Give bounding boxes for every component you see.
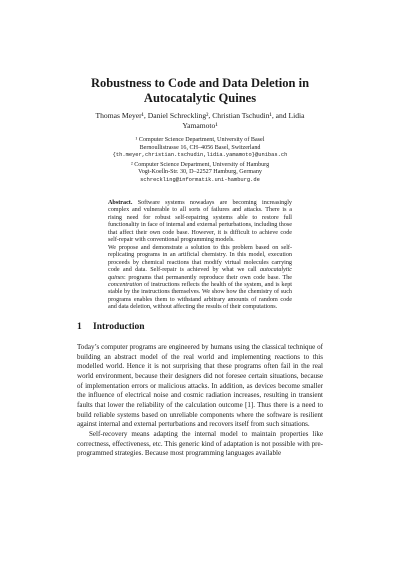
abstract: [108, 200, 292, 312]
emphasis-concentration: concentration: [108, 281, 143, 288]
affiliation-2-line-1: ² Computer Science Department, University of Hamburg: [130, 161, 270, 168]
abstract-paragraph-1: Abstract. Software systems nowadays are becoming increasingly complex and vulnerable to all sorts of failures and attacks. There is a rising need for robust self-repairing systems able to restore full functionality in face of internal and external perturbations, including those that affect their own code base. However, it is difficult to achieve code self-repair with conventional programming models.: [108, 200, 292, 244]
affiliation-1-line-1: ¹ Computer Science Department, University of Basel: [135, 137, 265, 143]
section-title: Introduction: [93, 322, 145, 332]
affiliation-1-line-2: Bernoullistrasse 16, CH–4056 Basel, Switzerland: [139, 144, 261, 151]
introduction-body: [77, 343, 323, 459]
abstract-label: Abstract.: [108, 200, 133, 206]
affiliation-2-line-2: Vogt-Koelln-Str. 30, D–22527 Hamburg, Germany: [138, 169, 262, 176]
affiliations: [85, 137, 315, 185]
emphasis-autocatalytic-quines: autocatalytic quines: [108, 267, 292, 281]
affiliation-1-email: {th.meyer,christian.tschudin,lidia.yamamoto}@unibas.ch: [112, 152, 288, 159]
paper-title: Robustness to Code and Data Deletion in Autocatalytic Quines: [90, 76, 310, 105]
section-heading: [77, 321, 323, 333]
abstract-paragraph-2: We propose and demonstrate a solution to this problem based on self-replicating programs in an artificial chemistry. In this model, execution proceeds by chemical reactions that modify virtual molecules carrying code and data. Self-repair is achieved by what we call autocatalytic quines: programs that permanently reproduce their own code base. The concentration of instructions reflects the health of the system, and is kept stable by the instructions themselves. We show how the chemistry of such programs enables them to withstand arbitrary amounts of random code and data deletion, without affecting the results of their computations.: [108, 244, 292, 311]
author-list: Thomas Meyer¹, Daniel Schreckling², Christian Tschudin¹, and Lidia Yamamoto¹: [95, 111, 305, 130]
intro-paragraph-2: Self-recovery means adapting the internal model to maintain properties like correctness, effectiveness, etc. This generic kind of adaptation is not possible with pre-programmed strategies. Because most programming languages available: [77, 429, 323, 458]
section-number: 1: [77, 322, 82, 332]
intro-paragraph-1: Today’s computer programs are engineered by humans using the classical technique of building an abstract model of the real world and implementing reactions to this modelled world. Hence it is not surprising that these programs often fail in the real world environment, because their designers did not foresee certain situations, because of implementation errors or malicious attacks. In addition, as devices become smaller the influence of electrical noise and cosmic radiation increases, resulting in transient faults that lower the reliability of the calculation outcome [1]. Thus there is a need to build reliable systems based on unreliable components where the software is resilient against internal and external perturbations and recovers itself from such situations.: [77, 343, 323, 429]
affiliation-2-email: schreckling@informatik.uni-hamburg.de: [140, 176, 260, 183]
